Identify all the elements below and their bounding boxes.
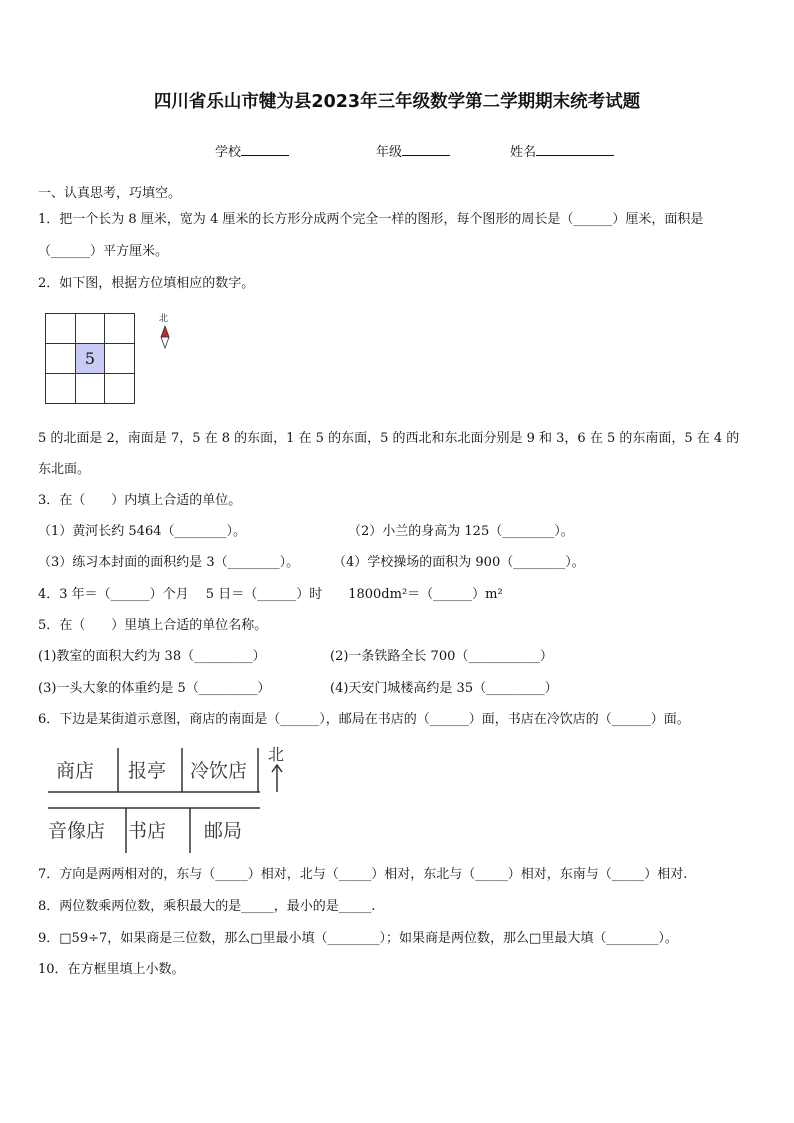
grid-cell <box>105 374 135 404</box>
question-2: 2．如下图，根据方位填相应的数字。 <box>38 276 255 291</box>
question-5-c: (3)一头大象的体重约是 5（_________） <box>38 681 271 696</box>
grid-cell <box>46 374 76 404</box>
cold-drink-shop: 冷饮店 <box>190 760 248 782</box>
question-1-line2: （______）平方厘米。 <box>38 244 169 259</box>
newsstand: 报亭 <box>128 760 167 782</box>
name-label: 姓名 <box>510 145 537 160</box>
question-3-c: （3）练习本封面的面积约是 3（________）。 <box>38 555 300 570</box>
question-3-d: （4）学校操场的面积为 900（________）。 <box>333 555 585 570</box>
grid-cell <box>105 344 135 374</box>
grid-cell <box>46 314 76 344</box>
question-5: 5．在（ ）里填上合适的单位名称。 <box>38 618 268 633</box>
compass-north-label: 北 <box>159 314 169 324</box>
question-5-a: (1)教室的面积大约为 38（_________） <box>38 649 266 664</box>
question-8: 8．两位数乘两位数，乘积最大的是_____，最小的是_____. <box>38 899 376 914</box>
question-3-a: （1）黄河长约 5464（________）。 <box>38 524 246 539</box>
school-field <box>215 141 289 160</box>
grade-label: 年级 <box>376 145 403 160</box>
question-5-b: (2)一条铁路全长 700（___________） <box>330 649 553 664</box>
school-label: 学校 <box>215 145 242 160</box>
street-north-label: 北 <box>268 745 285 764</box>
question-3-b: （2）小兰的身高为 125（________）。 <box>348 524 574 539</box>
grid-cell <box>75 314 105 344</box>
question-1-line1: 1．把一个长为 8 厘米，宽为 4 厘米的长方形分成两个完全一样的图形，每个图形的周长是（______）厘米，面积是 <box>38 212 704 227</box>
video-store: 音像店 <box>48 820 106 842</box>
question-4: 4．3 年＝（______）个月 5 日＝（______）时 1800dm²＝（______）m² <box>38 587 503 602</box>
section-heading: 一、认真思考，巧填空。 <box>38 186 182 201</box>
grid-center-cell: 5 <box>75 344 105 374</box>
compass-icon <box>158 325 172 349</box>
question-9: 9．□59÷7，如果商是三位数，那么□里最小填（________）；如果商是两位数，那么□里最大填（________）。 <box>38 931 678 946</box>
grid-cell <box>75 374 105 404</box>
north-arrow-icon <box>270 762 284 794</box>
bookstore: 书店 <box>128 820 167 842</box>
question-2-text-line1: 5 的北面是 2，南面是 7，5 在 8 的东面，1 在 5 的东面，5 的西北和东北面分别是 9 和 3，6 在 5 的东南面，5 在 4 的 <box>38 431 740 446</box>
grid-cell <box>105 314 135 344</box>
grade-field <box>376 141 450 160</box>
question-6: 6．下边是某街道示意图，商店的南面是（______），邮局在书店的（______）面，书店在冷饮店的（______）面。 <box>38 712 690 727</box>
question-5-d: (4)天安门城楼高约是 35（_________） <box>330 681 558 696</box>
question-10: 10．在方框里填上小数。 <box>38 962 185 977</box>
direction-grid <box>45 313 135 404</box>
question-2-text-line2: 东北面。 <box>38 462 91 477</box>
page-title: 四川省乐山市犍为县2023年三年级数学第二学期期末统考试题 <box>153 92 641 112</box>
name-field <box>510 141 614 160</box>
question-3: 3．在（ ）内填上合适的单位。 <box>38 493 242 508</box>
grid-cell <box>46 344 76 374</box>
question-7: 7．方向是两两相对的，东与（_____）相对，北与（_____）相对，东北与（_____）相对，东南与（_____）相对. <box>38 867 688 882</box>
shop-store: 商店 <box>56 760 95 782</box>
post-office: 邮局 <box>204 820 243 842</box>
